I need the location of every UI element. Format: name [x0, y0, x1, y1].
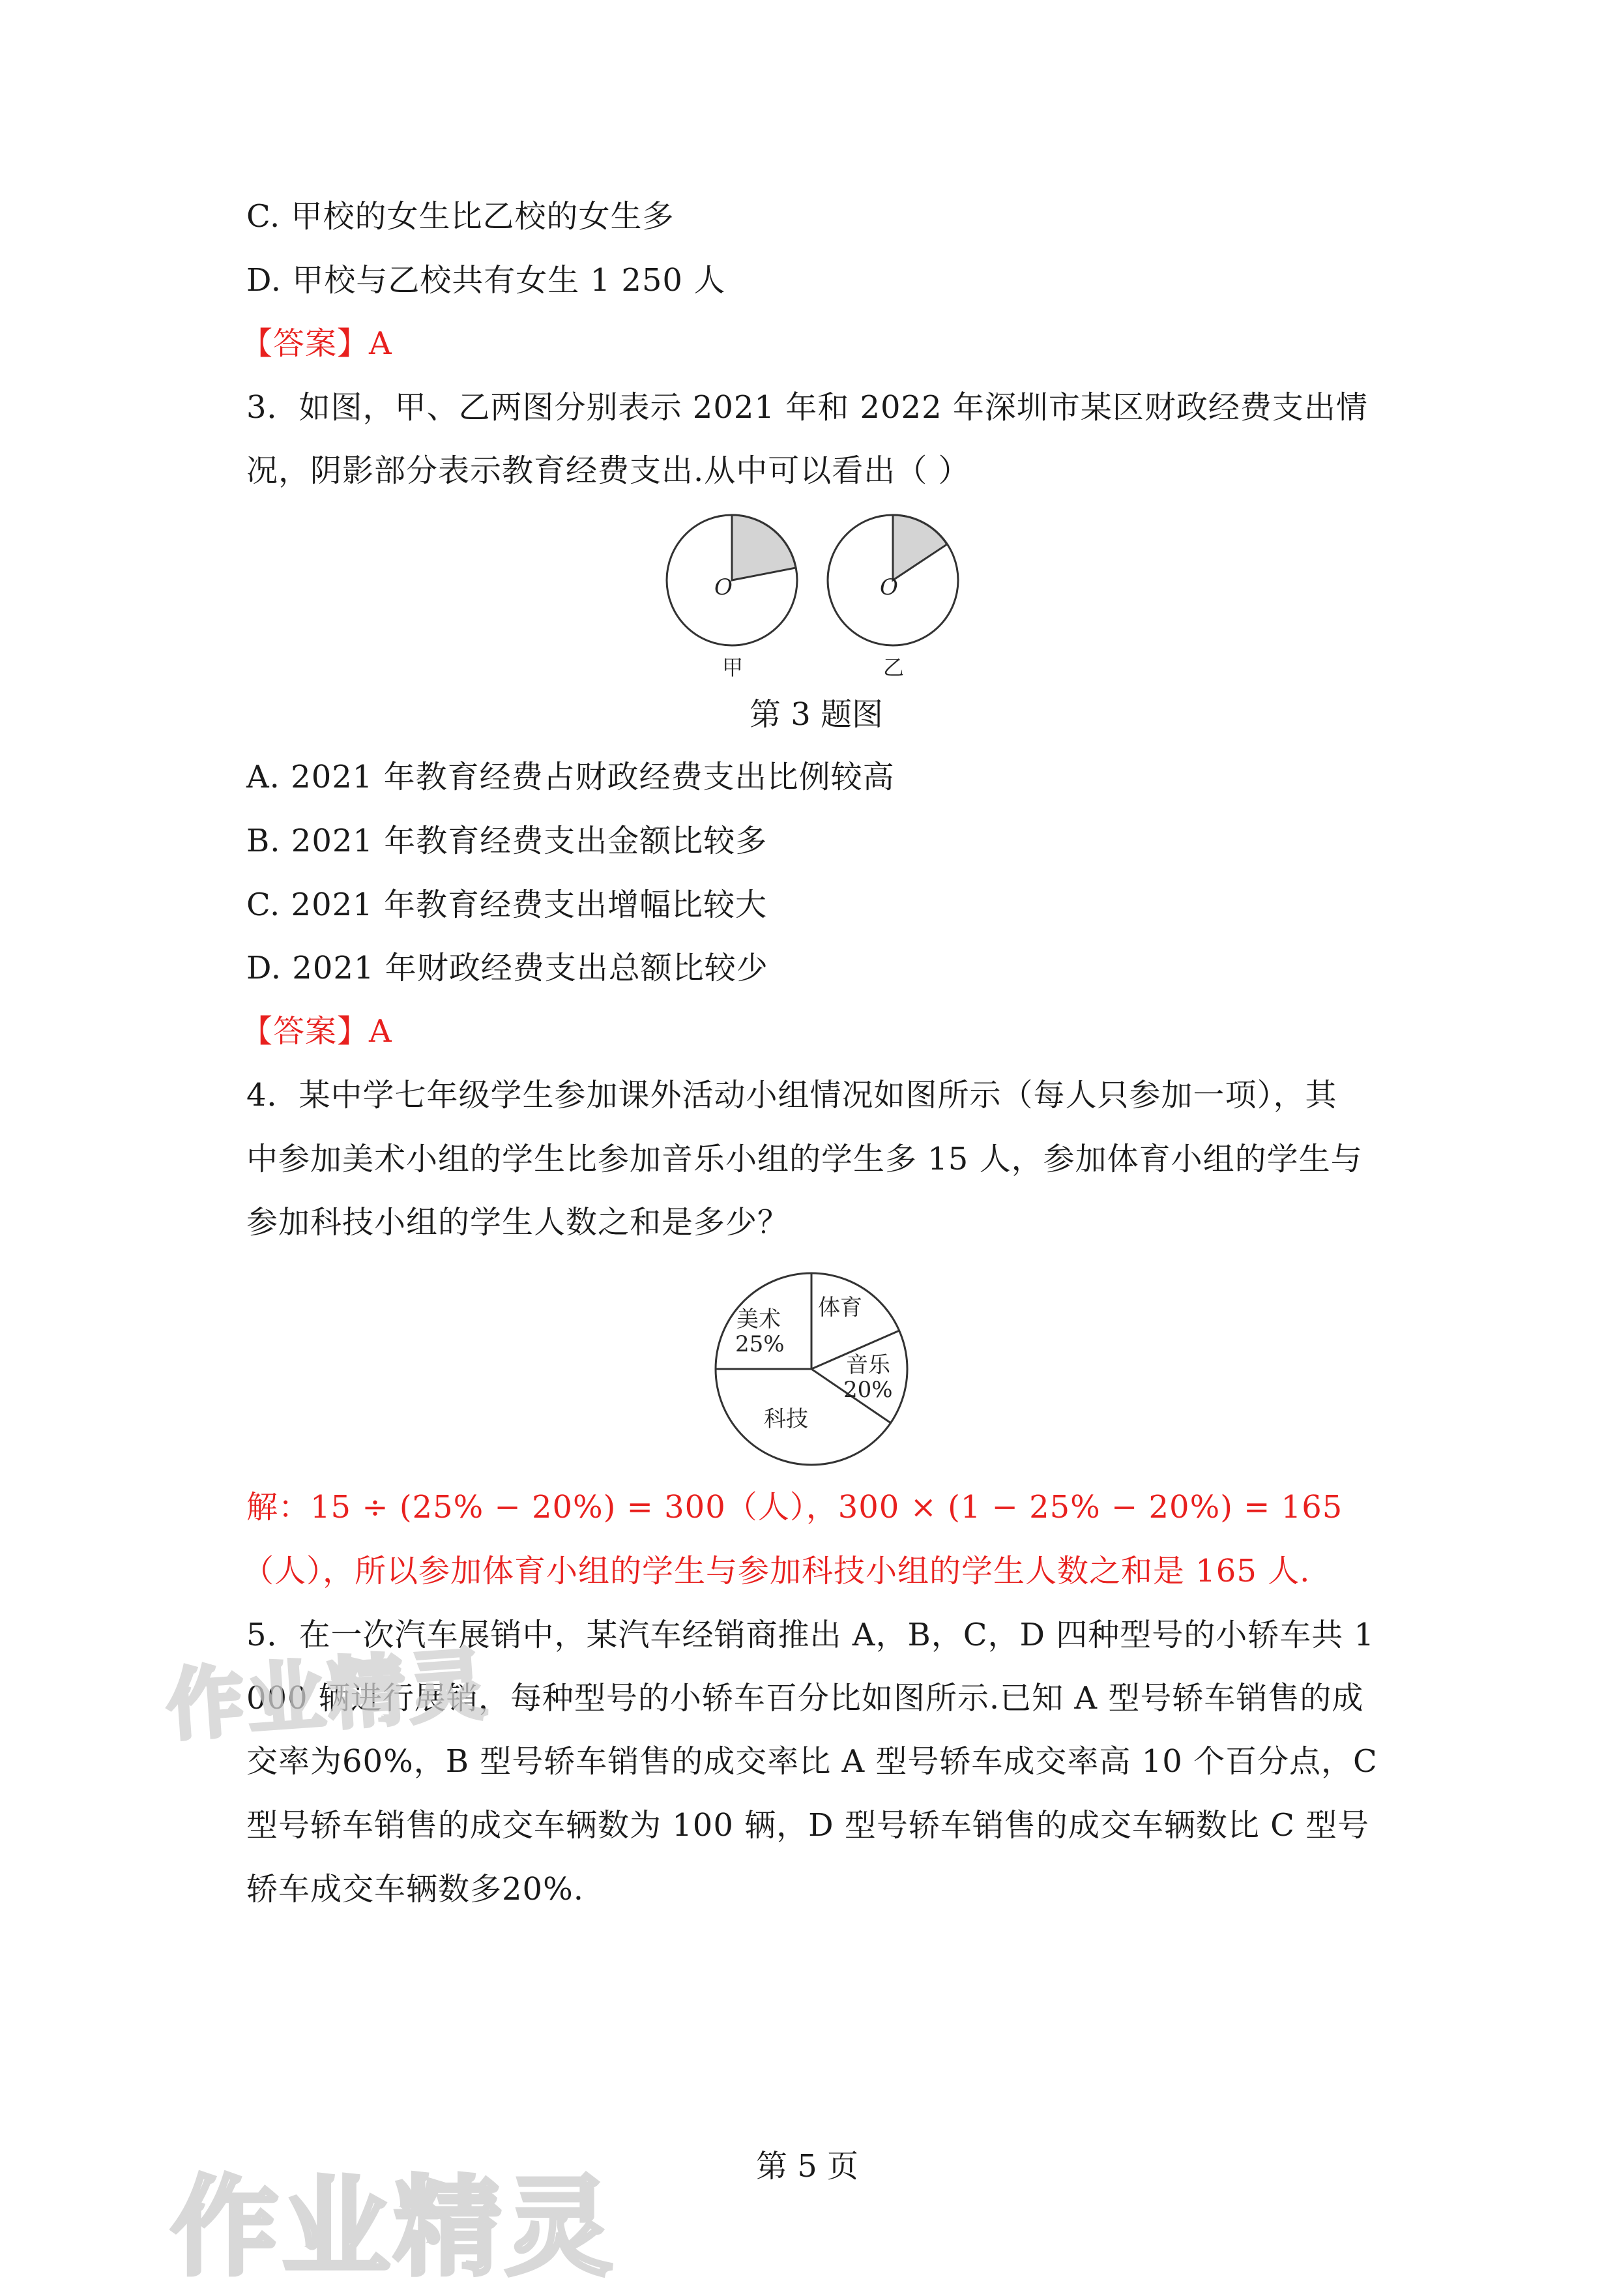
q5-stem-line3: 交率为60%，B 型号轿车销售的成交率比 A 型号轿车成交率高 10 个百分点，C: [246, 1743, 1378, 1780]
q4-stem-line1: 4．某中学七年级学生参加课外活动小组情况如图所示（每人只参加一项），其: [246, 1077, 1337, 1113]
option-d-prev: D. 甲校与乙校共有女生 1 250 人: [246, 262, 726, 299]
option-c-prev: C. 甲校的女生比乙校的女生多: [246, 198, 675, 235]
q5-stem-line5: 轿车成交车辆数多20%.: [246, 1871, 584, 1907]
sector-meishu-label: 美术: [736, 1306, 781, 1332]
sector-yinyue-percent: 20%: [843, 1377, 893, 1403]
q5-stem-line4: 型号轿车销售的成交车辆数为 100 辆，D 型号轿车销售的成交车辆数比 C 型号: [246, 1807, 1370, 1844]
figure-4-pie: [704, 1268, 919, 1470]
pie-yi-center-label: O: [880, 574, 898, 600]
q4-stem-line3: 参加科技小组的学生人数之和是多少？: [246, 1204, 790, 1241]
q4-solution-line1: 解：15 ÷ (25% − 20%) = 300（人），300 × (1 − 25% − 20%) = 165: [246, 1489, 1343, 1525]
answer-prev: 【答案】A: [241, 325, 392, 362]
watermark-bottom: 作业精灵: [171, 2165, 617, 2290]
figure-3-caption: 第 3 题图: [750, 696, 884, 733]
q3-option-b: B. 2021 年教育经费支出金额比较多: [246, 823, 768, 859]
watermark-mid: 作业精灵: [164, 1638, 493, 1752]
q3-stem-line1: 3．如图，甲、乙两图分别表示 2021 年和 2022 年深圳市某区财政经费支出情: [246, 389, 1368, 426]
q5-stem-line2: 000 辆进行展销，每种型号的小轿车百分比如图所示.已知 A 型号轿车销售的成: [246, 1680, 1364, 1716]
pie-jia-center-label: O: [714, 574, 733, 600]
sector-tiyu-label: 体育: [818, 1295, 862, 1321]
sector-meishu-percent: 25%: [735, 1331, 785, 1357]
page-number: 第 5 页: [756, 2148, 859, 2185]
figure-3-pies: [658, 508, 971, 684]
q4-solution-line2: （人），所以参加体育小组的学生与参加科技小组的学生人数之和是 165 人.: [242, 1553, 1311, 1589]
q3-option-c: C. 2021 年教育经费支出增幅比较大: [246, 887, 767, 923]
sector-yinyue-label: 音乐: [846, 1352, 890, 1378]
q3-option-a: A. 2021 年教育经费占财政经费支出比例较高: [246, 759, 895, 795]
q3-stem-line2: 况，阴影部分表示教育经费支出.从中可以看出（ ）: [246, 452, 970, 489]
pie-jia-label: 甲: [722, 655, 744, 680]
q4-stem-line2: 中参加美术小组的学生比参加音乐小组的学生多 15 人，参加体育小组的学生与: [246, 1141, 1363, 1177]
pie-jia-shaded-sector: [732, 515, 796, 580]
q3-answer: 【答案】A: [241, 1013, 392, 1050]
q3-option-d: D. 2021 年财政经费支出总额比较少: [246, 950, 768, 986]
sector-keji-label: 科技: [764, 1406, 808, 1432]
pie-yi-label: 乙: [883, 655, 905, 680]
q5-stem-line1: 5．在一次汽车展销中，某汽车经销商推出 A，B，C，D 四种型号的小轿车共 1: [246, 1617, 1375, 1653]
